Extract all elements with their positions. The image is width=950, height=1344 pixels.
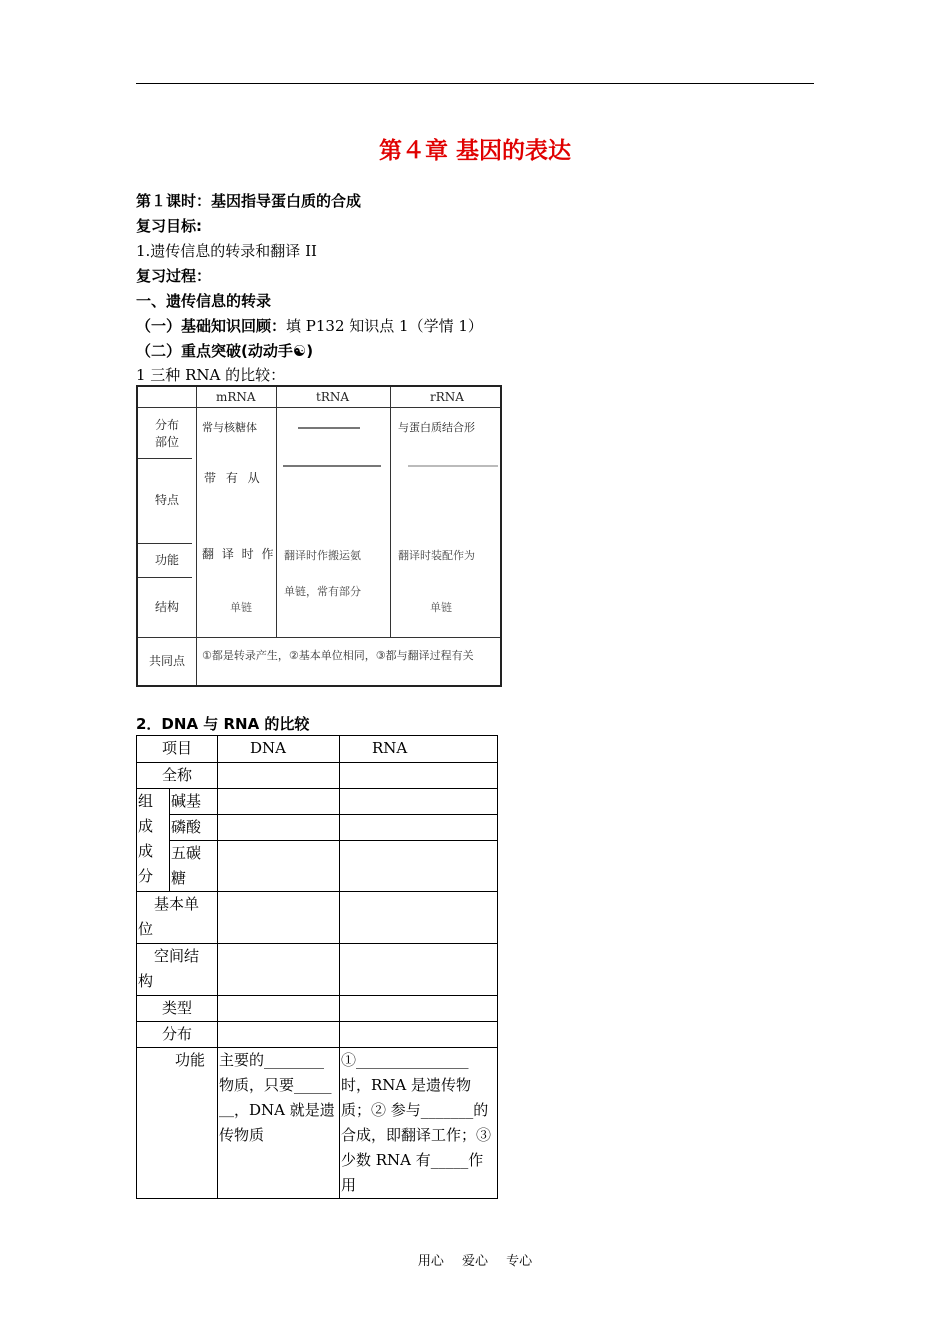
t1-row-divider bbox=[138, 637, 500, 638]
t1-header-mrna: mRNA bbox=[216, 390, 256, 404]
t1-row-divider bbox=[138, 543, 192, 544]
t2-cell-blank[interactable] bbox=[218, 841, 340, 892]
t1-row-label: 结构 bbox=[154, 600, 179, 614]
t1-header-rrna: rRNA bbox=[430, 390, 464, 404]
t1-row-divider bbox=[138, 577, 192, 578]
chapter-title: 第４章 基因的表达 bbox=[378, 138, 571, 164]
t2-cell-blank[interactable] bbox=[340, 763, 498, 789]
t2-function-dna: 主要的________物质，只要_____＿，DNA 就是遗传物质 bbox=[218, 1048, 340, 1199]
t2-header-rna: RNA bbox=[340, 736, 498, 763]
t2-cell-blank[interactable] bbox=[218, 892, 340, 944]
t1-cell: 与蛋白质结合形 bbox=[398, 421, 475, 434]
t1-cell: 单链 bbox=[430, 601, 452, 614]
t1-cell: 单链，常有部分 bbox=[284, 585, 361, 598]
t2-row-composition: 组成成分 bbox=[137, 789, 170, 892]
t2-cell-blank[interactable] bbox=[218, 763, 340, 789]
review-goal-item: 1.遗传信息的转录和翻译 II bbox=[136, 242, 317, 260]
sub2-label: （二）重点突破(动动手☯) bbox=[136, 342, 314, 360]
t2-cell-blank[interactable] bbox=[218, 996, 340, 1022]
t1-cell: 常与核糖体 bbox=[202, 421, 257, 434]
t2-cell-blank[interactable] bbox=[218, 944, 340, 996]
t2-header-item: 项目 bbox=[137, 736, 218, 763]
t2-row-spatial-structure: 空间结构 bbox=[137, 944, 218, 996]
t2-cell-blank[interactable] bbox=[340, 789, 498, 815]
t2-cell-blank[interactable] bbox=[218, 1022, 340, 1048]
t1-cell: 翻译时作搬运氨 bbox=[284, 549, 361, 562]
t1-cell: 单链 bbox=[230, 601, 252, 614]
t1-header-trna: tRNA bbox=[316, 390, 350, 404]
t2-cell-blank[interactable] bbox=[340, 815, 498, 841]
t1-cell: 翻译时装配作为 bbox=[398, 549, 475, 562]
page-footer: 用心 爱心 专心 bbox=[417, 1254, 533, 1269]
t2-row-basic-unit: 基本单位 bbox=[137, 892, 218, 944]
t1-cell: 带 有 从 bbox=[204, 471, 260, 485]
t2-cell-blank[interactable] bbox=[340, 892, 498, 944]
header-rule bbox=[136, 83, 814, 84]
t1-row-label: 共同点 bbox=[148, 654, 185, 668]
sub1-text: 填 P132 知识点 1（学情 1） bbox=[286, 317, 483, 335]
t1-smudge bbox=[298, 427, 360, 429]
t2-row-phosphate: 磷酸 bbox=[170, 815, 218, 841]
t1-mask bbox=[278, 439, 388, 457]
sub1-label: （一）基础知识回顾： bbox=[136, 317, 287, 335]
t2-cell-blank[interactable] bbox=[340, 996, 498, 1022]
t1-col-divider bbox=[196, 387, 197, 685]
t1-smudge bbox=[283, 465, 381, 467]
t2-cell-blank[interactable] bbox=[340, 1022, 498, 1048]
t2-cell-blank[interactable] bbox=[218, 815, 340, 841]
t2-cell-blank[interactable] bbox=[340, 944, 498, 996]
t2-cell-blank[interactable] bbox=[218, 789, 340, 815]
t1-smudge bbox=[408, 465, 498, 467]
t2-function-rna: ①_______________时，RNA 是遗传物质；② 参与_______的合成，即翻译工作；③ 少数 RNA 有_____作用 bbox=[340, 1048, 498, 1199]
t2-row-type: 类型 bbox=[137, 996, 218, 1022]
review-process-label: 复习过程： bbox=[136, 267, 212, 285]
t1-cell: 翻 译 时 作 bbox=[202, 547, 274, 561]
t2-cell-blank[interactable] bbox=[340, 841, 498, 892]
t1-col-divider bbox=[276, 387, 277, 637]
t1-row-divider bbox=[138, 407, 500, 408]
review-goal-label: 复习目标: bbox=[136, 217, 202, 235]
section1-title: 一、遗传信息的转录 bbox=[136, 292, 272, 310]
table2-caption: 2．DNA 与 RNA 的比较 bbox=[136, 715, 310, 733]
t2-row-full-name: 全称 bbox=[137, 763, 218, 789]
t1-row-label: 功能 bbox=[154, 553, 179, 567]
t1-row-label: 分布部位 bbox=[154, 418, 179, 449]
t2-row-function: 功能 bbox=[137, 1048, 218, 1199]
t2-row-base: 碱基 bbox=[170, 789, 218, 815]
t1-col-divider bbox=[390, 387, 391, 637]
sub1-line bbox=[136, 315, 483, 336]
table1-caption: 1 三种 RNA 的比较： bbox=[136, 366, 286, 384]
t1-row-label: 特点 bbox=[154, 493, 179, 507]
t2-row-sugar: 五碳糖 bbox=[170, 841, 218, 892]
rna-comparison-table bbox=[136, 385, 502, 687]
t2-row-distribution: 分布 bbox=[137, 1022, 218, 1048]
dna-rna-comparison-table bbox=[136, 735, 498, 1199]
t1-row-divider bbox=[138, 458, 192, 459]
lesson-title: 第１课时：基因指导蛋白质的合成 bbox=[136, 192, 362, 210]
t2-header-dna: DNA bbox=[218, 736, 340, 763]
t1-cell: ①都是转录产生，②基本单位相同，③都与翻译过程有关 bbox=[202, 649, 474, 662]
